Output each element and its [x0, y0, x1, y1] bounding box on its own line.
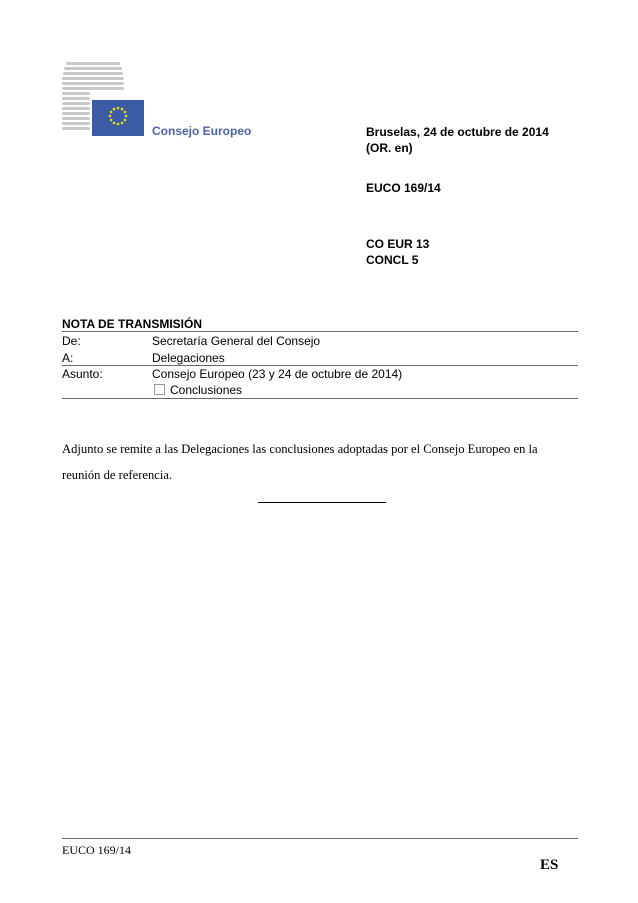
footer-language: ES — [540, 857, 559, 873]
to-label: A: — [62, 351, 74, 365]
document-code-2: CONCL 5 — [366, 253, 419, 267]
document-date: Bruselas, 24 de octubre de 2014 — [366, 125, 549, 139]
document-reference: EUCO 169/14 — [366, 181, 441, 195]
organization-name: Consejo Europeo — [152, 124, 252, 138]
from-label: De: — [62, 334, 81, 348]
body-paragraph: Adjunto se remite a las Delegaciones las conclusiones adoptadas por el Consejo Europeo en la reunión de referencia. — [62, 442, 538, 482]
divider — [62, 331, 578, 332]
bullet-icon — [154, 384, 165, 395]
footer-divider — [62, 838, 578, 839]
end-separator — [258, 502, 386, 503]
subject-item-label: Conclusiones — [170, 383, 243, 397]
council-logo — [62, 62, 146, 136]
subject-value: Consejo Europeo (23 y 24 de octubre de 2014) — [152, 367, 403, 381]
eu-flag — [92, 100, 144, 136]
original-language: (OR. en) — [366, 141, 413, 155]
divider — [62, 398, 578, 399]
document-code-1: CO EUR 13 — [366, 237, 430, 251]
from-value: Secretaría General del Consejo — [152, 334, 321, 348]
divider — [62, 365, 578, 366]
subject-item — [152, 383, 242, 398]
footer-reference: EUCO 169/14 — [62, 843, 131, 857]
subject-label: Asunto: — [62, 367, 103, 381]
to-value: Delegaciones — [152, 351, 225, 365]
transmission-title: NOTA DE TRANSMISIÓN — [62, 317, 202, 331]
